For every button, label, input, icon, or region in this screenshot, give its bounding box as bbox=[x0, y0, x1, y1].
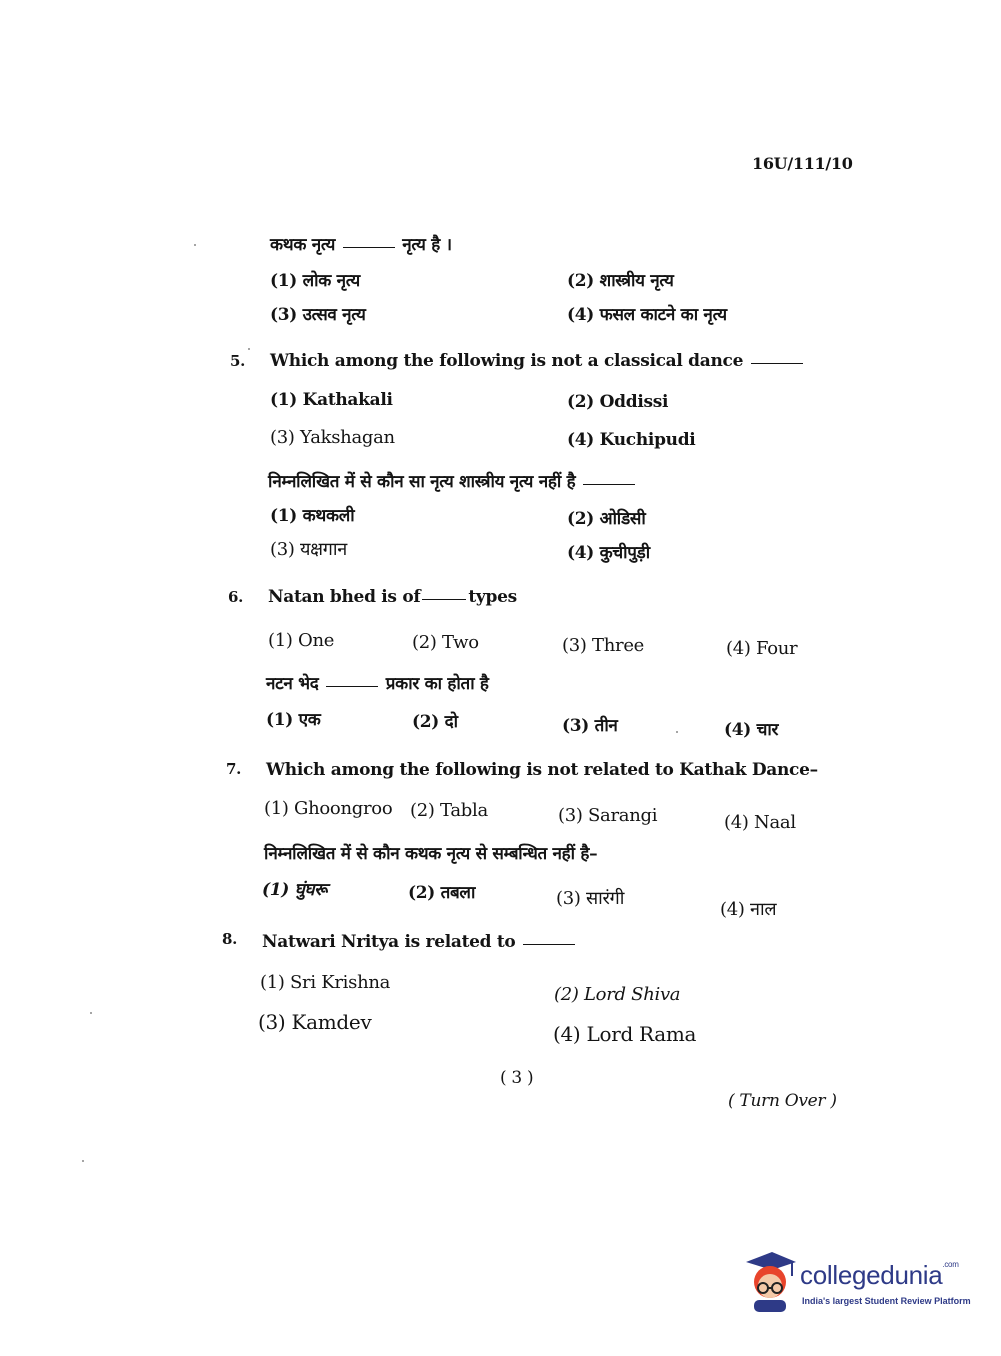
q5-option-3: (3) Yakshagan bbox=[270, 427, 395, 448]
answer-blank bbox=[583, 483, 635, 485]
logo-tagline: India's largest Student Review Platform bbox=[802, 1296, 971, 1306]
q6-option-3: (3) Three bbox=[562, 635, 645, 656]
q4-hindi-question bbox=[270, 232, 452, 255]
scan-speck bbox=[194, 244, 196, 246]
collegedunia-logo bbox=[742, 1248, 972, 1318]
q8-text: Natwari Nritya is related to bbox=[262, 932, 516, 952]
q8-question bbox=[262, 932, 577, 952]
q7-hindi-option-1: (1) घुंघरू bbox=[262, 880, 328, 900]
q5-option-4: (4) Kuchipudi bbox=[567, 430, 696, 450]
q4-hindi-suffix: नृत्य है । bbox=[402, 235, 452, 255]
q7-option-1: (1) Ghoongroo bbox=[264, 798, 393, 819]
q6-hindi-before: नटन भेद bbox=[266, 674, 319, 694]
q4-option-2: (2) शास्त्रीय नृत्य bbox=[567, 271, 674, 291]
q6-option-2: (2) Two bbox=[412, 632, 479, 653]
answer-blank bbox=[422, 598, 466, 600]
answer-blank bbox=[326, 685, 378, 687]
q5-hindi-text: निम्नलिखित में से कौन सा नृत्य शास्त्रीय नृत्य नहीं है bbox=[268, 472, 576, 492]
q6-question bbox=[268, 587, 517, 607]
q7-number: 7. bbox=[226, 760, 242, 778]
logo-name: collegedunia bbox=[800, 1260, 943, 1290]
q7-option-3: (3) Sarangi bbox=[558, 805, 658, 826]
q7-hindi-option-4: (4) नाल bbox=[720, 899, 777, 920]
q7-hindi-text: निम्नलिखित में से कौन कथक नृत्य से सम्बन्धित नहीं है– bbox=[264, 844, 598, 864]
q7-option-4: (4) Naal bbox=[724, 812, 796, 833]
scan-speck bbox=[82, 1160, 84, 1162]
scan-speck bbox=[248, 348, 250, 350]
q6-text-after: types bbox=[468, 587, 517, 607]
q6-hindi-option-1: (1) एक bbox=[266, 710, 321, 730]
q7-option-2: (2) Tabla bbox=[410, 800, 488, 821]
q5-hindi-option-2: (2) ओडिसी bbox=[567, 509, 646, 529]
q6-hindi-option-3: (3) तीन bbox=[562, 716, 618, 736]
q5-number: 5. bbox=[230, 352, 246, 370]
q5-hindi-option-3: (3) यक्षगान bbox=[270, 539, 347, 560]
page-number: ( 3 ) bbox=[500, 1068, 534, 1088]
answer-blank bbox=[343, 246, 395, 248]
q6-hindi-option-4: (4) चार bbox=[724, 720, 779, 740]
q6-hindi-option-2: (2) दो bbox=[412, 712, 458, 732]
q4-option-3: (3) उत्सव नृत्य bbox=[270, 305, 366, 325]
q6-number: 6. bbox=[228, 588, 244, 606]
q7-hindi-option-2: (2) तबला bbox=[408, 883, 476, 903]
answer-blank bbox=[523, 943, 575, 945]
student-mascot-icon bbox=[742, 1248, 798, 1314]
q6-option-1: (1) One bbox=[268, 630, 335, 651]
q6-text-before: Natan bhed is of bbox=[268, 587, 421, 607]
q5-hindi-option-4: (4) कुचीपुड़ी bbox=[567, 543, 650, 563]
logo-suffix: .com bbox=[942, 1260, 959, 1269]
q4-hindi-prefix: कथक नृत्य bbox=[270, 235, 336, 255]
answer-blank bbox=[751, 362, 803, 364]
q4-option-4: (4) फसल काटने का नृत्य bbox=[567, 305, 727, 325]
q5-option-1: (1) Kathakali bbox=[270, 390, 393, 410]
q6-option-4: (4) Four bbox=[726, 638, 798, 659]
q6-hindi-after: प्रकार का होता है bbox=[385, 674, 489, 694]
scan-speck bbox=[676, 731, 678, 733]
scan-speck bbox=[90, 1012, 92, 1014]
q8-option-2: (2) Lord Shiva bbox=[554, 984, 681, 1005]
q4-option-1: (1) लोक नृत्य bbox=[270, 271, 360, 291]
q7-text: Which among the following is not related to Kathak Dance– bbox=[266, 760, 818, 780]
paper-code: 16U/111/10 bbox=[752, 154, 853, 173]
q6-hindi-question bbox=[266, 671, 489, 694]
q5-text: Which among the following is not a classical dance bbox=[270, 351, 744, 371]
q5-hindi-option-1: (1) कथकली bbox=[270, 506, 355, 526]
turn-over-note: ( Turn Over ) bbox=[728, 1091, 837, 1111]
q7-hindi-option-3: (3) सारंगी bbox=[556, 888, 625, 909]
q8-option-3: (3) Kamdev bbox=[258, 1010, 372, 1034]
q5-hindi-question bbox=[268, 469, 637, 492]
q8-number: 8. bbox=[222, 930, 238, 948]
q5-question bbox=[270, 351, 805, 371]
q5-option-2: (2) Oddissi bbox=[567, 392, 669, 412]
q8-option-1: (1) Sri Krishna bbox=[260, 972, 391, 993]
q8-option-4: (4) Lord Rama bbox=[553, 1022, 697, 1046]
logo-wordmark bbox=[800, 1260, 959, 1291]
